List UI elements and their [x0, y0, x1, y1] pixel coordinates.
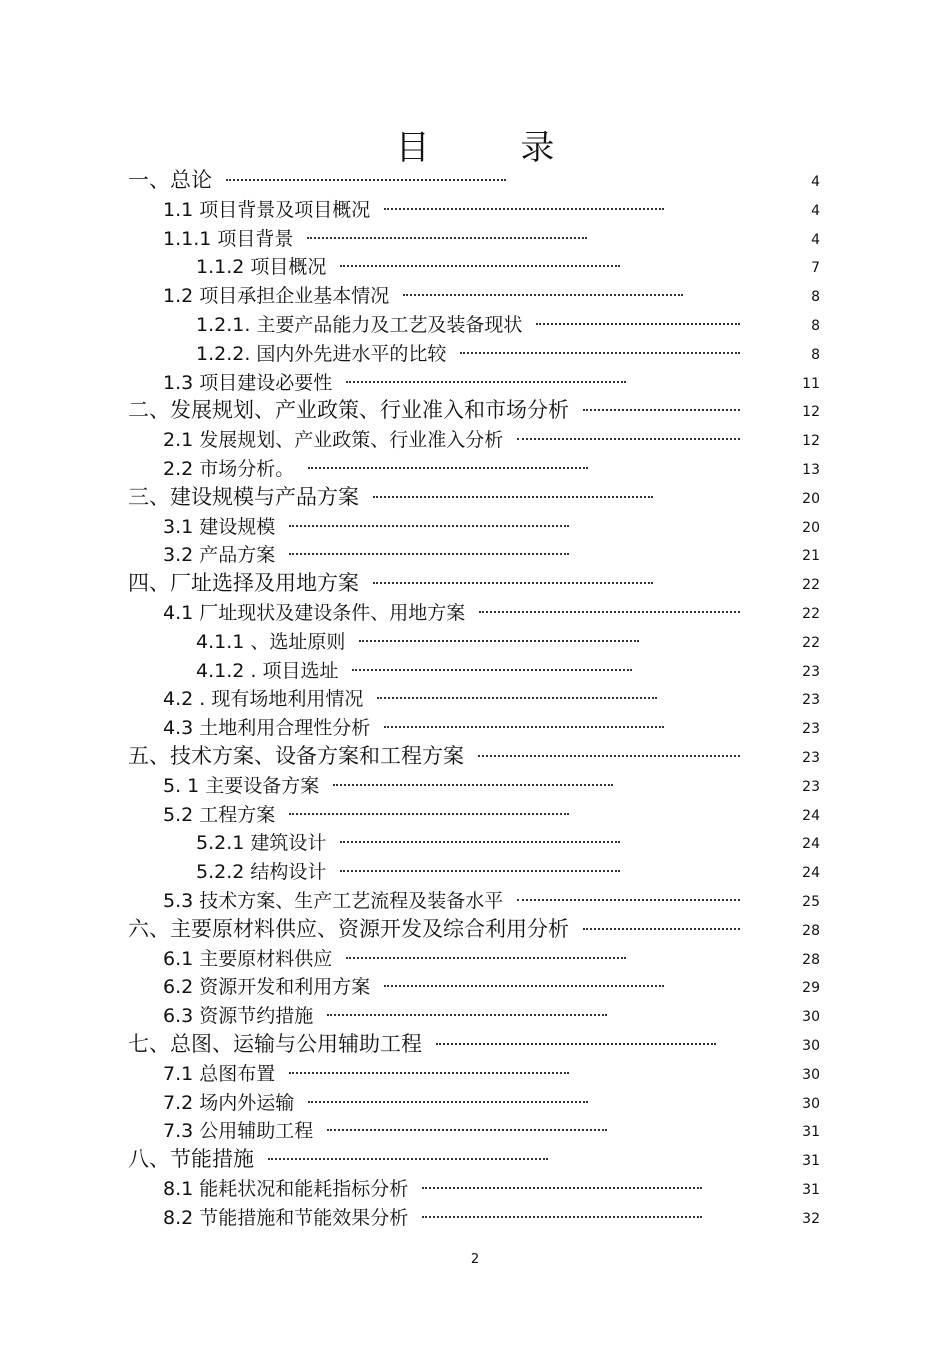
toc-entry-label: 8.1 能耗状况和能耗指标分析 — [163, 1178, 409, 1200]
toc-entry-page: 31 — [802, 1153, 820, 1170]
toc-entry[interactable] — [0, 913, 950, 942]
toc-entry-label: 1.2 项目承担企业基本情况 — [163, 285, 390, 308]
toc-entry[interactable] — [0, 481, 950, 510]
toc-entry-page: 32 — [802, 1210, 820, 1227]
toc-entry-page: 30 — [802, 1095, 820, 1112]
toc-dot-leader — [583, 928, 740, 930]
toc-entry[interactable] — [0, 394, 950, 423]
toc-dot-leader — [479, 611, 740, 613]
toc-entry-page: 31 — [802, 1124, 820, 1141]
page-title: 目 录 — [395, 128, 595, 168]
toc-entry[interactable] — [0, 798, 950, 827]
toc-entry[interactable] — [0, 452, 950, 481]
toc-entry-page: 31 — [802, 1182, 820, 1198]
toc-entry-page: 7 — [811, 260, 820, 277]
toc-dot-leader — [226, 179, 506, 181]
toc-entry[interactable] — [0, 510, 950, 539]
toc-entry-page: 23 — [802, 692, 820, 709]
toc-entry-page: 4 — [811, 174, 820, 190]
toc-entry[interactable] — [0, 740, 950, 769]
toc-entry-page: 22 — [802, 606, 820, 622]
toc-entry-label: 二、发展规划、产业政策、行业准入和市场分析 — [128, 398, 569, 423]
toc-entry-label: 3.2 产品方案 — [163, 544, 276, 567]
toc-entry-page: 11 — [802, 375, 820, 392]
toc-entry-label: 5. 1 主要设备方案 — [163, 774, 320, 797]
toc-entry[interactable] — [0, 682, 950, 711]
toc-entry[interactable] — [0, 164, 950, 193]
toc-entry-page: 21 — [802, 548, 820, 565]
toc-entry-label: 5.2.2 结构设计 — [196, 861, 327, 884]
toc-entry-label: 五、技术方案、设备方案和工程方案 — [128, 744, 464, 768]
toc-entry[interactable] — [0, 538, 950, 567]
toc-entry-page: 25 — [802, 894, 820, 910]
toc-entry-label: 4.3 土地利用合理性分析 — [163, 717, 371, 740]
toc-dot-leader — [377, 697, 657, 699]
toc-entry-label: 6.1 主要原材料供应 — [163, 947, 333, 970]
page-number: 2 — [470, 1252, 480, 1267]
toc-dot-leader — [384, 985, 664, 987]
toc-dot-leader — [346, 381, 626, 383]
toc-entry[interactable] — [0, 1086, 950, 1115]
toc-entry-label: 3.1 建设规模 — [163, 515, 276, 538]
toc-entry-page: 8 — [811, 289, 820, 306]
toc-dot-leader — [333, 784, 613, 786]
toc-dot-leader — [307, 237, 587, 239]
toc-entry-label: 1.1 项目背景及项目概况 — [163, 198, 371, 221]
toc-dot-leader — [346, 957, 626, 959]
toc-entry[interactable] — [0, 625, 950, 654]
toc-entry-label: 7.3 公用辅助工程 — [163, 1120, 314, 1143]
toc-entry-page: 29 — [802, 980, 820, 997]
toc-entry-page: 28 — [802, 922, 820, 939]
toc-dot-leader — [403, 294, 683, 296]
toc-dot-leader — [478, 755, 740, 757]
toc-entry[interactable] — [0, 423, 950, 452]
toc-dot-leader — [289, 525, 569, 527]
toc-dot-leader — [536, 323, 740, 325]
toc-dot-leader — [340, 265, 620, 267]
toc-entry[interactable] — [0, 942, 950, 971]
toc-entry-page: 30 — [802, 1009, 820, 1026]
toc-entry[interactable] — [0, 1114, 950, 1143]
toc-dot-leader — [517, 438, 740, 440]
toc-dot-leader — [373, 496, 653, 498]
toc-entry-page: 8 — [811, 318, 820, 334]
toc-entry-page: 4 — [811, 202, 820, 219]
toc-entry-label: 5.2.1 建筑设计 — [196, 832, 327, 855]
toc-entry[interactable] — [0, 1028, 950, 1057]
toc-dot-leader — [373, 582, 653, 584]
toc-entry-page: 30 — [802, 1038, 820, 1054]
toc-entry[interactable] — [0, 596, 950, 625]
toc-dot-leader — [308, 1101, 588, 1103]
toc-entry-label: 6.3 资源节约措施 — [163, 1005, 314, 1028]
toc-entry-page: 8 — [811, 346, 820, 363]
toc-entry-label: 5.2 工程方案 — [163, 803, 276, 826]
toc-dot-leader — [583, 409, 740, 411]
toc-entry-label: 1.1.1 项目背景 — [163, 227, 294, 250]
toc-entry[interactable] — [0, 279, 950, 308]
toc-entry-label: 1.2.2. 国内外先进水平的比较 — [196, 342, 447, 365]
toc-entry[interactable] — [0, 366, 950, 395]
toc-dot-leader — [422, 1216, 702, 1218]
toc-dot-leader — [359, 640, 639, 642]
toc-entry[interactable] — [0, 337, 950, 366]
toc-entry-page: 28 — [802, 951, 820, 968]
toc-dot-leader — [289, 553, 569, 555]
toc-entry[interactable] — [0, 250, 950, 279]
toc-dot-leader — [384, 726, 664, 728]
toc-dot-leader — [289, 1072, 569, 1074]
toc-entry-page: 22 — [802, 577, 820, 594]
toc-dot-leader — [384, 208, 664, 210]
toc-entry[interactable] — [0, 1143, 950, 1172]
toc-entry[interactable] — [0, 769, 950, 798]
toc-entry-label: 8.2 节能措施和节能效果分析 — [163, 1206, 409, 1229]
toc-entry[interactable] — [0, 884, 950, 913]
toc-entry-page: 24 — [802, 865, 820, 882]
toc-entry-page: 23 — [802, 750, 820, 766]
toc-dot-leader — [422, 1187, 702, 1189]
toc-entry[interactable] — [0, 826, 950, 855]
toc-entry-page: 12 — [802, 433, 820, 450]
toc-entry[interactable] — [0, 567, 950, 596]
toc-dot-leader — [308, 467, 588, 469]
toc-entry[interactable] — [0, 308, 950, 337]
toc-entry-label: 一、总论 — [128, 168, 212, 192]
toc-entry-label: 7.2 场内外运输 — [163, 1091, 295, 1114]
toc-entry-label: 三、建设规模与产品方案 — [128, 484, 359, 509]
toc-entry-label: 1.2.1. 主要产品能力及工艺及装备现状 — [196, 314, 523, 336]
toc-entry-label: 6.2 资源开发和利用方案 — [163, 976, 371, 999]
toc-entry[interactable] — [0, 855, 950, 884]
toc-entry[interactable] — [0, 1172, 950, 1201]
toc-dot-leader — [327, 1129, 607, 1131]
toc-entry[interactable] — [0, 711, 950, 740]
toc-entry-page: 22 — [802, 634, 820, 651]
toc-dot-leader — [340, 870, 620, 872]
toc-entry-label: 1.1.2 项目概况 — [196, 256, 327, 279]
toc-entry-label: 八、节能措施 — [128, 1147, 254, 1172]
toc-entry-page: 30 — [802, 1066, 820, 1083]
toc-entry-label: 4.1.1 、选址原则 — [196, 630, 346, 653]
toc-entry-label: 2.1 发展规划、产业政策、行业准入分析 — [163, 429, 504, 452]
toc-entry-label: 七、总图、运输与公用辅助工程 — [128, 1032, 422, 1056]
toc-entry-page: 20 — [802, 519, 820, 536]
toc-entry[interactable] — [0, 654, 950, 683]
toc-entry-label: 4.2 . 现有场地利用情况 — [163, 688, 364, 711]
toc-dot-leader — [460, 352, 740, 354]
toc-entry[interactable] — [0, 1201, 950, 1230]
toc-entry-page: 4 — [811, 231, 820, 248]
toc-entry-label: 5.3 技术方案、生产工艺流程及装备水平 — [163, 890, 504, 912]
toc-dot-leader — [289, 813, 569, 815]
toc-entry[interactable] — [0, 193, 950, 222]
toc-entry-page: 23 — [802, 778, 820, 795]
toc-entry-label: 4.1.2 . 项目选址 — [196, 659, 339, 682]
toc-entry-page: 24 — [802, 836, 820, 853]
toc-entry-page: 23 — [802, 721, 820, 738]
toc-entry-page: 20 — [802, 490, 820, 507]
toc-entry-label: 2.2 市场分析。 — [163, 458, 295, 480]
toc-entry-page: 23 — [802, 663, 820, 680]
toc-entry-label: 六、主要原材料供应、资源开发及综合利用分析 — [128, 916, 569, 941]
toc-entry-page: 24 — [802, 807, 820, 824]
toc-entry[interactable] — [0, 970, 950, 999]
toc-entry-label: 四、厂址选择及用地方案 — [128, 571, 359, 596]
toc-entry[interactable] — [0, 1057, 950, 1086]
toc-dot-leader — [436, 1043, 716, 1045]
toc-dot-leader — [268, 1158, 548, 1160]
toc-entry-page: 12 — [802, 404, 820, 421]
toc-entry-label: 7.1 总图布置 — [163, 1062, 276, 1085]
toc-dot-leader — [352, 669, 632, 671]
toc-entry-label: 4.1 厂址现状及建设条件、用地方案 — [163, 602, 466, 624]
toc-entry-page: 13 — [802, 462, 820, 478]
toc-entry[interactable] — [0, 222, 950, 251]
toc-entry-label: 1.3 项目建设必要性 — [163, 371, 333, 394]
toc-dot-leader — [517, 899, 740, 901]
toc-dot-leader — [340, 841, 620, 843]
toc-entry[interactable] — [0, 999, 950, 1028]
toc-dot-leader — [327, 1014, 607, 1016]
